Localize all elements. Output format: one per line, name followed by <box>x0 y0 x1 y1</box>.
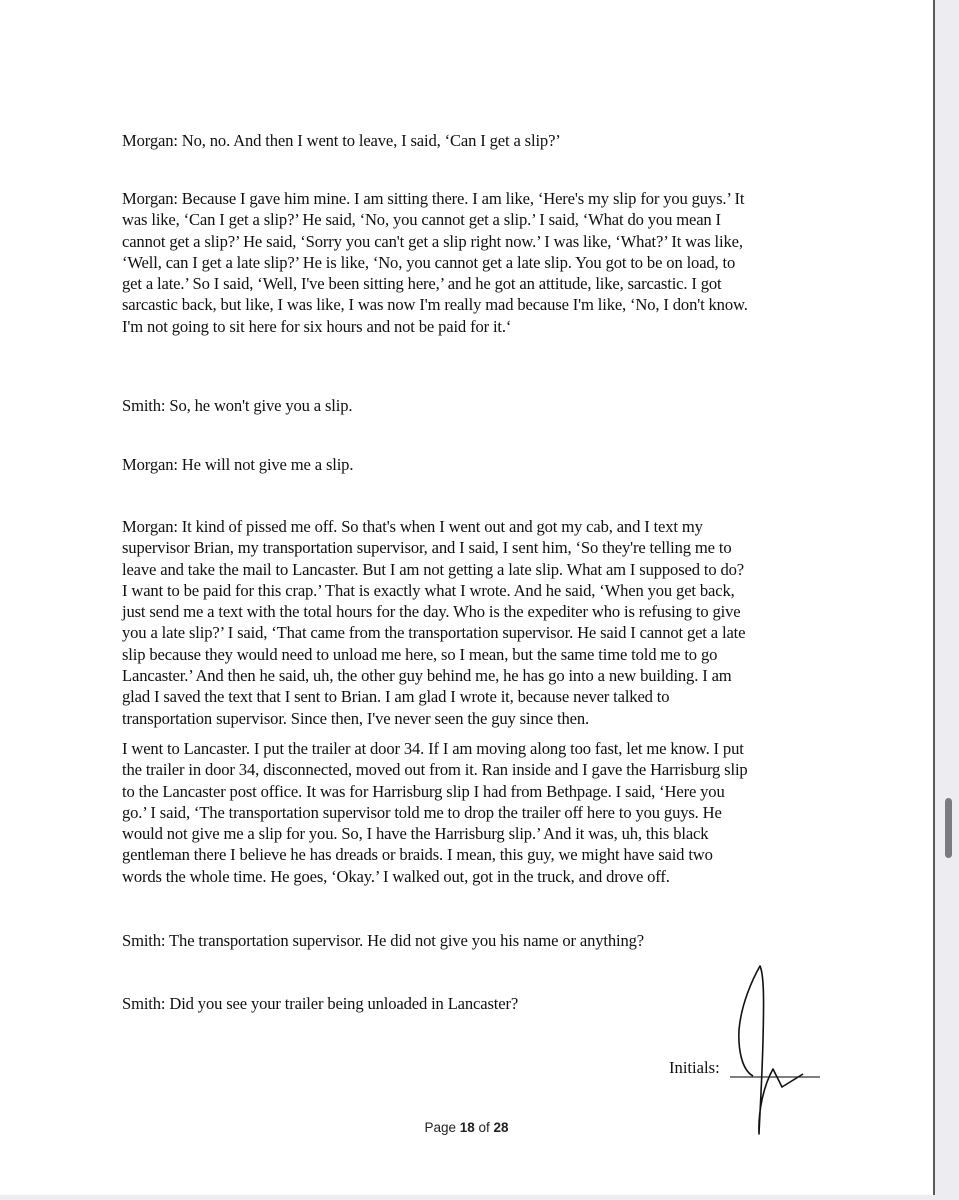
text-line: just send me a text with the total hours for the day. Who is the expediter who is refusing to give <box>122 602 741 622</box>
page-of: of <box>474 1120 494 1135</box>
text-line: leave and take the mail to Lancaster. But I am not getting a late slip. What am I supposed to do? <box>122 559 744 579</box>
text-line: I want to be paid for this crap.’ That is exactly what I wrote. And he said, ‘When you get back, <box>122 580 735 600</box>
text-line: Morgan: No, no. And then I went to leave, I said, ‘Can I get a slip?’ <box>122 131 561 150</box>
current-page: 18 <box>459 1120 475 1135</box>
text-line: Smith: The transportation supervisor. He did not give you his name or anything? <box>122 931 644 950</box>
text-line: would not give me a slip for you. So, I have the Harrisburg slip.’ And it was, uh, this black <box>122 824 709 844</box>
text-line: ‘Well, can I get a late slip?’ He is like, ‘No, you cannot get a late slip. You got to be on load, to <box>122 252 736 272</box>
initials-label: Initials: <box>669 1058 720 1077</box>
text-line: words the whole time. He goes, ‘Okay.’ I walked out, got in the truck, and drove off. <box>122 866 670 886</box>
text-line: transportation supervisor. Since then, I've never seen the guy since then. <box>122 708 589 728</box>
total-pages: 28 <box>493 1120 509 1135</box>
text-line: to the Lancaster post office. It was for Harrisburg slip I had from Bethpage. I said, ‘Here you <box>122 781 725 801</box>
text-line: I went to Lancaster. I put the trailer at door 34. If I am moving along too fast, let me know. I put <box>122 739 744 758</box>
text-line: was like, ‘Can I get a slip?’ He said, ‘No, you cannot get a slip.’ I said, ‘What do you mean I <box>122 210 721 230</box>
text-line: slip because they would need to unload me here, so I mean, but the same time told me to go <box>122 644 718 664</box>
text-line: go.’ I said, ‘The transportation supervisor told me to drop the trailer off here to you guys. He <box>122 802 722 822</box>
text-line: Smith: Did you see your trailer being unloaded in Lancaster? <box>122 994 519 1013</box>
text-line: Lancaster.’ And then he said, uh, the other guy behind me, he has go into a new building. I am <box>122 666 732 686</box>
text-line: Morgan: It kind of pissed me off. So that's when I went out and got my cab, and I text my <box>122 517 703 536</box>
page-prefix: Page <box>424 1120 460 1135</box>
text-line: glad I saved the text that I sent to Brian. I am glad I wrote it, because never talked to <box>122 687 670 707</box>
text-line: I'm not going to sit here for six hours and not be paid for it.‘ <box>122 316 512 336</box>
text-line: Smith: So, he won't give you a slip. <box>122 396 353 415</box>
text-line: cannot get a slip?’ He said, ‘Sorry you can't get a slip right now.’ I was like, ‘What?’ It was like, <box>122 231 743 251</box>
text-line: you a late slip?’ I said, ‘That came from the transportation supervisor. He said I cannot get a late <box>122 623 746 643</box>
text-line: get a late.’ So I said, ‘Well, I've been sitting here,’ and he got an attitude, like, sarcastic. I got <box>122 274 722 294</box>
scrollbar-thumb[interactable] <box>945 798 952 858</box>
text-line: sarcastic back, but like, I was like, I was now I'm really mad because I'm like, ‘No, I don't know. <box>122 295 748 315</box>
signature-stroke <box>739 966 803 1134</box>
text-line: gentleman there I believe he has dreads or braids. I mean, this guy, we might have said two <box>122 845 713 865</box>
text-line: the trailer in door 34, disconnected, moved out from it. Ran inside and I gave the Harrisburg slip <box>122 760 748 780</box>
page-number <box>0 1120 933 1135</box>
text-line: Morgan: Because I gave him mine. I am sitting there. I am like, ‘Here's my slip for you guys.’ It <box>122 189 745 208</box>
text-line: Morgan: He will not give me a slip. <box>122 455 354 474</box>
text-line: supervisor Brian, my transportation supervisor, and I said, I sent him, ‘So they're telling me to <box>122 538 732 558</box>
